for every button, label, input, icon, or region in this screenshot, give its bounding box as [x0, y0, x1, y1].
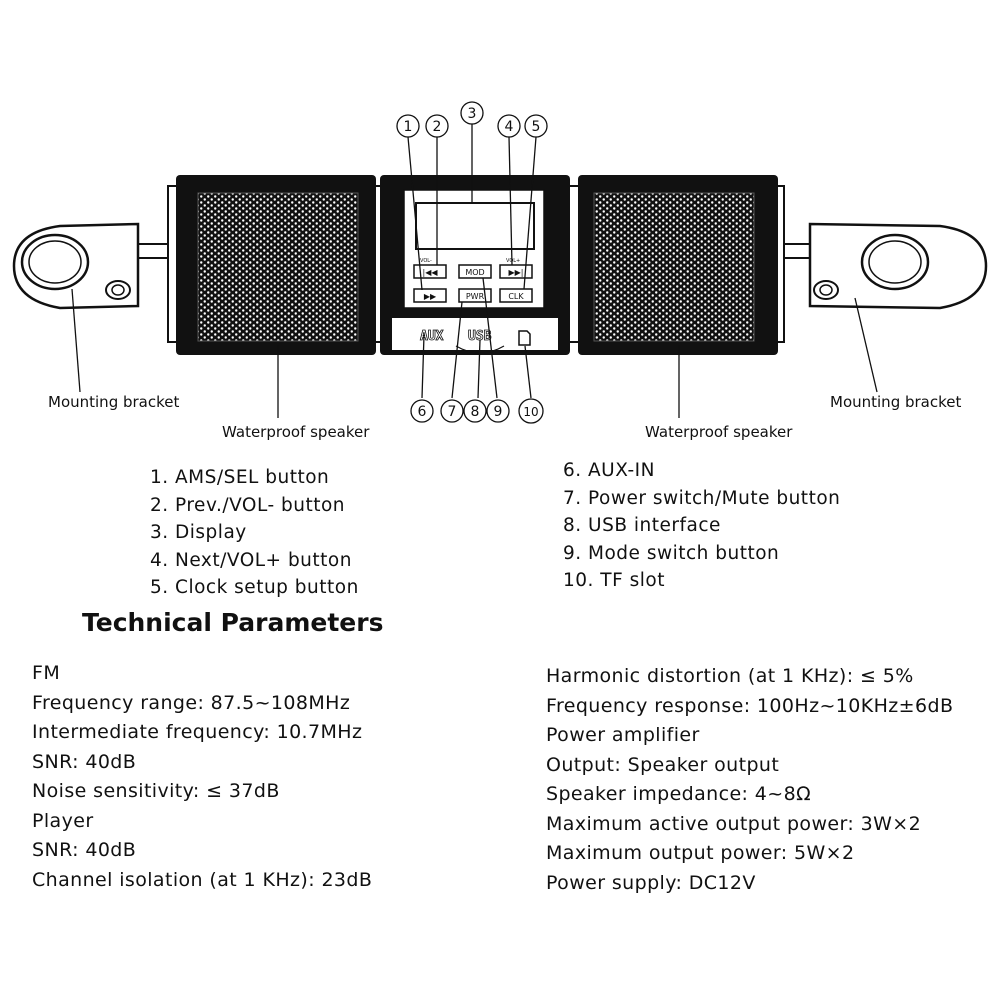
- legend-left: [150, 464, 359, 602]
- spec-line: Player: [32, 809, 94, 832]
- spec-line: Harmonic distortion (at 1 KHz): ≤ 5%: [546, 665, 914, 687]
- callout-5: [525, 115, 547, 137]
- label-waterproof-speaker-left: Waterproof speaker: [222, 423, 370, 440]
- svg-text:8: 8: [470, 404, 480, 420]
- vol-minus-label: VOL-: [420, 258, 432, 264]
- label-mounting-bracket-right: Mounting bracket: [830, 393, 962, 411]
- callout-8: [464, 400, 486, 422]
- control-unit: [380, 175, 570, 355]
- spec-line: FM: [32, 662, 61, 684]
- svg-text:4: 4: [504, 119, 514, 135]
- usb-port-label: USB: [468, 329, 492, 344]
- svg-text:3: 3: [467, 106, 477, 122]
- product-diagram: [0, 0, 1000, 440]
- legend-item: 9. Mode switch button: [563, 542, 780, 564]
- legend-item: 6. AUX-IN: [563, 460, 655, 481]
- legend-item: 7. Power switch/Mute button: [563, 487, 841, 509]
- specs-left-column: [32, 659, 372, 895]
- spec-line: Power amplifier: [546, 724, 700, 746]
- legend-item: 1. AMS/SEL button: [150, 467, 330, 488]
- technical-parameters-heading: Technical Parameters: [82, 608, 384, 637]
- callout-9: [487, 400, 509, 422]
- spec-line: Channel isolation (at 1 KHz): 23dB: [32, 868, 373, 891]
- mounting-bracket-left: [14, 224, 180, 308]
- spec-line: Maximum active output power: 3W×2: [546, 812, 922, 835]
- svg-text:10: 10: [523, 405, 539, 419]
- svg-text:1: 1: [403, 119, 413, 135]
- spec-line: Frequency response: 100Hz~10KHz±6dB: [546, 694, 954, 717]
- spec-line: SNR: 40dB: [32, 750, 137, 773]
- spec-line: Frequency range: 87.5~108MHz: [32, 691, 351, 714]
- aux-port-label: AUX: [420, 329, 444, 344]
- label-waterproof-speaker-right: Waterproof speaker: [645, 423, 793, 440]
- callout-4: [498, 115, 520, 137]
- legend-item: 10. TF slot: [563, 570, 665, 591]
- legend-item: 4. Next/VOL+ button: [150, 549, 352, 571]
- legend-item: 8. USB interface: [563, 515, 721, 536]
- spec-line: Intermediate frequency: 10.7MHz: [32, 721, 363, 743]
- spec-line: SNR: 40dB: [32, 839, 137, 861]
- clk-button-label: CLK: [508, 292, 524, 301]
- callout-6: [411, 400, 433, 422]
- svg-text:7: 7: [447, 404, 457, 420]
- clock-setup-button[interactable]: [500, 289, 532, 302]
- tf-slot-icon: [519, 331, 530, 345]
- waterproof-speaker-left: [176, 175, 376, 355]
- lcd-display: [416, 203, 534, 249]
- pwr-button-label: PWR: [465, 292, 485, 301]
- spec-line: Noise sensitivity: ≤ 37dB: [32, 780, 280, 802]
- ams-sel-button[interactable]: [414, 289, 446, 302]
- callout-10: [519, 399, 543, 423]
- spec-line: Speaker impedance: 4~8Ω: [546, 783, 811, 805]
- spec-line: Power supply: DC12V: [546, 871, 756, 894]
- svg-text:2: 2: [432, 119, 442, 135]
- legend-item: 2. Prev./VOL- button: [150, 494, 346, 516]
- next-button-label: ▶▶|: [508, 268, 524, 277]
- legend-item: 3. Display: [150, 522, 247, 543]
- svg-text:9: 9: [493, 404, 503, 420]
- specs-right-column: [546, 662, 953, 898]
- vol-plus-label: VOL+: [506, 258, 521, 264]
- callout-3: [461, 102, 483, 124]
- label-mounting-bracket-left: Mounting bracket: [48, 393, 180, 411]
- svg-text:6: 6: [417, 404, 427, 420]
- mod-button-label: MOD: [465, 268, 485, 277]
- mode-button[interactable]: [459, 265, 491, 278]
- waterproof-speaker-right: [578, 175, 778, 355]
- callout-7: [441, 400, 463, 422]
- prev-button-label: |◀◀: [422, 268, 438, 277]
- mounting-bracket-right: [770, 224, 986, 308]
- legend-right: [563, 457, 840, 595]
- callout-2: [426, 115, 448, 137]
- svg-text:5: 5: [531, 119, 541, 135]
- legend-item: 5. Clock setup button: [150, 577, 359, 598]
- spec-line: Output: Speaker output: [546, 753, 780, 776]
- callout-1: [397, 115, 419, 137]
- spec-line: Maximum output power: 5W×2: [546, 842, 855, 864]
- ams-button-label: ▶▶: [423, 292, 437, 301]
